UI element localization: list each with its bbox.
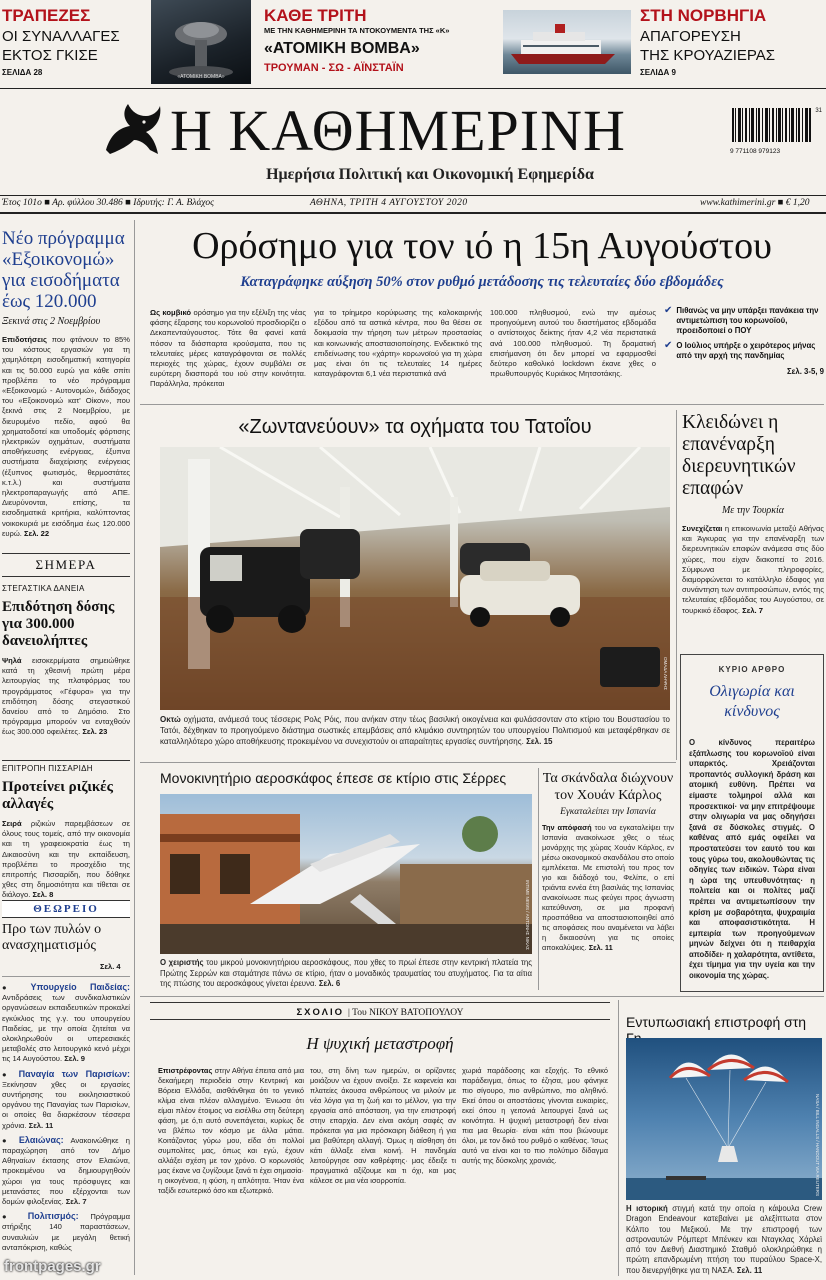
news-bullets <box>2 982 130 1277</box>
watermark: frontpages.gr <box>4 1258 101 1275</box>
turkey-sub: Με την Τουρκία <box>721 505 785 516</box>
comment-label: ΣΧΟΛΙΟ <box>296 1007 344 1018</box>
carlos-body: Την απόφασή του να εγκαταλείψει την Ισπανία ανακοίνωσε χθες ο τέως μονάρχης της χώρας Χουάν Κάρλος, εν μέσω οικονομικού σκανδάλου στο οποίο εμπλέκεται. Με επιστολή του προς τον γιο και διάδοχό του, Φελίπε, ο επί τριάντα εννέα έτη βασιλιάς της Ισπανίας ανακοίνωσε πως φεύγει προς άγνωστη κατεύθυνση, σε μια προφανή προσπάθεια να αποστασιοποιηθεί από τις αποφάσεις που αναμένεται να λάβει η δικαιοσύνη για τις οποίες αποκαλύψεις. Σελ. 11 <box>542 823 674 951</box>
teaser-center[interactable] <box>258 0 498 84</box>
teaser-right[interactable] <box>636 0 824 84</box>
dvd-cover-image <box>151 0 251 84</box>
tatoi-cars-photo <box>160 447 670 710</box>
left-lead-story[interactable] <box>2 228 130 539</box>
headline-col-3: 100.000 πληθυσμού, ενώ την αμέσως προηγούμενη αυτού του διαστήματος εβδομάδα ο αντίστοιχος δείκτης ήταν 4,2 νέα περιστατικά ανά 100.000 πληθυσμού. Τη δραματική επισήμανση ότι δεν μπορεί να εφαρμοσθεί δεύτερο καθολικό lockdown έκανε χθες ο πρωθυπουργός Κυριάκος Μητσοτάκης. <box>490 308 656 379</box>
today-label: ΣΗΜΕΡΑ <box>2 553 130 577</box>
pissarides-body: Σειρά ριζικών παρεμβάσεων σε όλους τους τομείς, από την οικονομία και τη γραφειοκρατία έως τη Δικαιοσύνη και την εκπαίδευση, προβλέπει το προσχέδιο της επιτροπής Πισσαρίδη, που δόθηκε χθες στη δημοσιότητα και τίθεται σε διάλογο. Σελ. 8 <box>2 819 130 900</box>
check-item: ✔ Ο Ιούλιος υπήρξε ο χειρότερος μήνας από την αρχή της πανδημίας <box>664 340 816 360</box>
tatoi-title[interactable]: «Ζωντανεύουν» τα οχήματα του Τατοΐου <box>238 416 592 438</box>
teaser-right-title: ΣΤΗ ΝΟΡΒΗΓΙΑ <box>640 6 767 25</box>
teaser-left[interactable] <box>0 0 150 84</box>
carlos-sub: Εγκαταλείπει την Ισπανία <box>560 807 656 817</box>
loans-tag: ΣΤΕΓΑΣΤΙΚΑ ΔΑΝΕΙΑ <box>2 584 85 593</box>
space-caption: Η ιστορική στιγμή κατά την οποία η κάψουλα Crew Dragon Endeavour κατεβαίνει με αλεξίπτωτα στον Κόλπο του Μεξικού. Με την επιστροφή των αστροναυτών Ρόμπερτ Μπένκεν και Νταγκλας Χάρλεϊ από τον Διεθνή Διαστημικό Σταθμό ολοκληρώθηκε η πρώτη επανδρωμένη πτήση του πυραύλου Space-X, που διενεργήθηκε για τη ΝΑΣΑ. Σελ. 11 <box>626 1204 822 1275</box>
dvd-label: «ΑΤΟΜΙΚΗ ΒΟΜΒΑ» <box>177 74 225 80</box>
teaser-center-feature: «ΑΤΟΜΙΚΗ ΒΟΜΒΑ» <box>264 40 420 57</box>
turkey-story[interactable] <box>682 412 824 616</box>
teaser-left-line2: ΕΚΤΟΣ ΓΚΙΣΕ <box>2 47 98 64</box>
main-headline-sub: Καταγράφηκε αύξηση 50% στον ρυθμό μετάδοσης τις τελευταίες δύο εβδομάδες <box>240 274 724 290</box>
barcode-number: 9 771108 979123 <box>730 148 781 155</box>
pissarides-title: Προτείνει ριζικές αλλαγές <box>2 779 113 812</box>
teaser-right-page: ΣΕΛΙΔΑ 9 <box>640 68 676 77</box>
bullet-item[interactable]: ● Υπουργείο Παιδείας: Αντιδράσεις των συνδικαλιστικών οργανώσεων εκπαιδευτικών προκαλεί εγκύκλιος της γ.γ. του υπουργείου Παιδείας, με την οποία ζητείται να ολοκληρωθούν οι υπερεσιακές μεταβολές στο λειτουργικό κενό μέχρι τις 14 Αυγούστου. Σελ. 9 <box>2 982 130 1064</box>
teaser-left-page: ΣΕΛΙΔΑ 28 <box>2 68 43 77</box>
comment-title[interactable]: Η ψυχική μεταστροφή <box>306 1034 454 1053</box>
griffin-logo-icon <box>100 100 164 158</box>
ship-icon <box>503 10 631 74</box>
turkey-body: Συνεχίζεται η επικοινωνία μεταξύ Αθήνας και Άγκυρας για την επανέναρξη των διερευνητικών επαφών ανάμεσα στις δύο χώρες, που είχαν διακοπεί το 2016. Σύμφωνα με πληροφορίες, διαμορφώνεται το κατάλληλο έδαφος για συνάντηση των αντιπροσώπων, εντός της τελευταίας εβδομάδας του Αυγούστου, σε τουρκικό έδαφος. Σελ. 7 <box>682 524 824 615</box>
comment-col-3: χωριά παράδοσης και εξοχής. Το εθνικό παράδειγμα, όπως το έζησα, μου φάνηκε πιο σίγουρο, πιο ανθρώπινο, πιο αληθινό. Εκεί όπου οι αποστάσεις γίνονται ευκαιρίες, εκεί όπου η γειτονιά λειτουργεί ξανά ως κοινότητα. Η ψυχική μεταστροφή δεν είναι πια μια θεωρία· είναι κάτι που βιώνουμε όλοι, με τον δικό του ρυθμό ο καθένας. Ίσως αυτό να είναι και το πιο πολύτιμο δίδαγμα αυτής της δύσκολης χρονιάς. <box>462 1066 608 1165</box>
space-photo-credit: NASA / BILL INGALLS / HANDOUT VIA REUTERS <box>815 1093 820 1196</box>
capsule-splashdown-photo <box>626 1038 822 1200</box>
bullet-item[interactable]: ● Πολιτισμός: Πρόγραμμα στήριξης 140 παραστάσεων, συναυλιών με μεγάλη θετική ανταπόκριση, καθώς <box>2 1211 130 1252</box>
website-price[interactable]: www.kathimerini.gr ■ € 1,20 <box>700 198 810 208</box>
barcode-icon <box>732 108 812 142</box>
barcode <box>732 108 822 148</box>
comment-header: ΣΧΟΛΙΟ | Του ΝΙΚΟΥ ΒΑΤΟΠΟΥΛΟΥ <box>150 1002 610 1020</box>
tatoi-caption: Οκτώ οχήματα, ανάμεσά τους τέσσερις Ρολς Ρόις, που ανήκαν στην τέως βασιλική οικογένεια και φυλάσσονταν στο κτίριο του Βουστασίου το Τατόι, δέχθηκαν το προηγούμενο διάστημα σωστικές επεμβάσεις από κλιμάκιο συντηρητών του υπουργείου Πολιτισμού και μεταφέρθηκαν σε καταλληλότερο χώρο αποθήκευσης προκειμένου να συνεχιστούν οι απαραίτητες εργασίες συντήρησης. Σελ. 15 <box>160 715 670 746</box>
turkey-title: Κλειδώνει η επανέναρξη διερευνητικών επαφών <box>682 412 796 499</box>
barcode-issue: 31 <box>815 108 822 114</box>
headline-col-1: Ως κομβικό ορόσημο για την εξέλιξη της νέας φάσης έξαρσης του κορωνοϊού προσδιορίζει ο Δεκαπενταύγουστος. Τότε θα φανεί κατά πόσον τα διάσπαρτα κρούσματα, που τις τελευταίες μέρες καταγράφονται σε πολλές περιοχές της χώρας, έχουν συμβάλει σε ευρύτερη διασπορά του ιού στην κοινότητα. Παράλληλα, πρόκειται <box>150 308 306 389</box>
check-item: ✔ Πιθανώς να μην υπάρξει πανάκεια την αντιμετώπιση του κορωνοϊού, προειδοποιεί ο ΠΟΥ <box>664 305 819 335</box>
bullet-item[interactable]: ● Ελαιώνας: Ανακοινώθηκε η παραχώρηση από τον Δήμο Αθηναίων έκτασης στον Ελαιώνα, προκειμένου να δημιουργηθούν χώροι για τους πρόσφυγες και μετανάστες που εξέρχονται των δομών φιλοξενίας. Σελ. 7 <box>2 1134 130 1207</box>
crashed-plane-illustration <box>160 794 532 954</box>
tatoi-photo-credit: ΟΜΑΔΑ ΛΗΨΗΣ <box>663 656 668 690</box>
editorial-title: Ολιγωρία και κίνδυνος <box>709 683 795 720</box>
comment-col-2: του, στη δίνη των ημερών, οι ορίζοντες μοιάζουν να έχουν ανοίξει. Σε καφενεία και πλατείες άκουσα ανθρώπους να μιλούν με νέα λόγια για τη ζωή και το μέλλον, για την εργασία από απόσταση, για την επιστροφή στην επαρχία. Δεν είναι ακόμη σαφές αν πρόκειται για μια πρόσκαιρη διάθεση ή για μια βαθύτερη αλλαγή. Όμως η αίσθηση ότι κάτι άλλαξε είναι κοινή. Η πανδημία λειτούργησε σαν καθρέφτης· μας έδειξε τι πραγματικά αξίζουμε και τι όχι, και μας κάλεσε σε μια νέα ισορροπία. <box>310 1066 456 1185</box>
main-headline-story[interactable] <box>140 222 824 291</box>
left-section-loans[interactable] <box>2 584 130 738</box>
headline-col-2: για το τρίημερο κορύφωσης της καλοκαιρινής εξόδου από τα αστικά κέντρα, που θα θέσει σε δοκιμασία την τήρηση των μέτρων προστασίας και κοινωνικής αποστασιοποίησης. Ενδεικτικό της επιδείνωσης του «χάρτη» κορωνοϊού για τη χώρα μας είναι ότι τις τελευταίες 14 ημέρες καταγράφονται 6,1 νέα περιστατικά ανά <box>314 308 482 379</box>
main-headline-title: Ορόσημο για τον ιό η 15η Αυγούστου <box>192 225 772 267</box>
comment-author: Του ΝΙΚΟΥ ΒΑΤΟΠΟΥΛΟΥ <box>352 1008 464 1018</box>
plane-photo-credit: INTIME NEWS / ΑΝΤΩΝΗΣ ΝΙΚΑΣ <box>525 880 530 950</box>
issue-date: ΑΘΗΝΑ, ΤΡΙΤΗ 4 ΑΥΓΟΥΣΤΟΥ 2020 <box>310 198 468 208</box>
plane-crash-photo <box>160 794 532 954</box>
issue-info: Έτος 101ο ■ Αρ. φύλλου 30.486 ■ Ιδρυτής: Γ. Α. Βλάχος <box>2 198 215 208</box>
left-section-pissarides[interactable] <box>2 760 130 901</box>
editorial-body: Ο κίνδυνος περαιτέρω εξάπλωσης του κορωνοϊού είναι υπαρκτός. Χρειάζονται προπαντός συλλογική δράση και ατομική ευθύνη. Πρέπει να είμαστε τολμηροί αλλά και προσεκτικοί· να μην επιτρέψουμε στην ολιγωρία να μας οδηγήσει ξανά σε δύσκολες στιγμές. Ο καθένας από εμάς οφείλει να προστατεύσει τον εαυτό του και τους γύρω του, ακολουθώντας τις οδηγίες των ειδικών. Τώρα είναι η ώρα της υπευθυνότητας· η πολιτεία και οι πολίτες μαζί πρέπει να αντιμετωπίσουν την κρίση με σοβαρότητα, ψυχραιμία και αποφασιστικότητα. Η εμπειρία των προηγούμενων μηνών δείχνει ότι η πειθαρχία αποδίδει· η χαλαρότητα, αντίθετα, έχει τίμημα για την υγεία και την οικονομία της χώρας. <box>689 738 815 981</box>
carlos-story[interactable] <box>542 770 674 951</box>
editorial-box[interactable] <box>680 654 824 992</box>
teaser-right-line1: ΑΠΑΓΟΡΕΥΣΗ <box>640 28 741 45</box>
teaser-left-title: ΤΡΑΠΕΖΕΣ <box>2 6 91 25</box>
plane-title[interactable]: Μονοκινητήριο αεροσκάφος έπεσε σε κτίριο στις Σέρρες <box>160 770 507 786</box>
parachutes-illustration <box>626 1038 822 1200</box>
teaser-right-line2: ΤΗΣ ΚΡΟΥΑΖΙΕΡΑΣ <box>640 47 776 64</box>
comment-col-1: Επιστρέφοντας στην Αθήνα έπειτα από μια δεκαήμερη περιοδεία στην Κεντρική και Βόρεια Ελλάδα, αισθάνθηκα ότι το γενικό κλίμα είναι πλέον αλλαγμένο. Ένιωσα ότι είμαι πλέον έτοιμος να εισέλθω στη δεύτερη φάση, με ό,τι αυτό συνεπάγεται, κυρίως δε να βλέπω τον κόσμο με άλλα μάτια. Κοιτάζοντας γύρω μου, είδα ότι πολλοί συμπολίτες μας, όπως και εγώ, έχουν αλλάξει σχέση με τον χρόνο. Ο κορωνοϊός μας έκανε να ζυγίζουμε ξανά τι έχει σημασία· η οικογένεια, η φύση, η απλότητα. Ήταν ένα ταξίδι εσωτερικό όσο και εξωτερικό. <box>158 1066 304 1195</box>
loans-body: Ψηλά εισοκερμίματα σημειώθηκε κατά τη χθεσινή πρώτη μέρα λειτουργίας της πλατφόρμας του προγράμματος «Γέφυρα» για την επιδότηση δόσης στεγαστικού δανείου από το Δημόσιο. Στο πρόγραμμα μπορούν να ενταχθούν έως 300.000 οφειλέτες. Σελ. 23 <box>2 656 130 737</box>
left-lead-sub: Ξεκινά στις 2 Νοεμβρίου <box>2 316 101 327</box>
loans-title: Επιδότηση δόσης για 300.000 δανειολήπτες <box>2 599 115 649</box>
garage-illustration <box>160 447 670 710</box>
masthead-title[interactable]: Η ΚΑΘΗΜΕΡΙΝΗ <box>170 98 626 163</box>
teaser-center-names: ΤΡΟΥΜΑΝ - ΣΩ - ΑΪΝΣΤΑΪΝ <box>264 62 404 74</box>
mushroom-cloud-icon <box>151 0 251 84</box>
cruise-ship-image <box>503 10 631 74</box>
teaser-left-line1: ΟΙ ΣΥΝΑΛΛΑΓΕΣ <box>2 28 120 45</box>
bullet-item[interactable]: ● Παναγία των Παρισίων: Ξεκίνησαν χθες οι εργασίες συντήρησης του εκκλησιαστικού οργάνου της Παναγίας των Παρισίων, οι οποίες θα διαρκέσουν τέσσερα χρόνια. Σελ. 11 <box>2 1068 130 1130</box>
teaser-center-title: ΚΑΘΕ ΤΡΙΤΗ <box>264 6 367 25</box>
check-pages: Σελ. 3-5, 9 <box>787 367 824 376</box>
left-lead-body: Επιδοτήσεις που φτάνουν το 85% του κόστους εργασιών για τη χαμηλότερη εισοδηματική κατηγορία και τις 50.000 ευρώ για κάθε σπίτι προβλέπει το νέο πρόγραμμα «Εξοικονομώ - Αυτονομώ», διάδοχος του «Εξοικονομώ κατ' Οίκον», που ξεκινά στις 2 Νοεμβρίου, με διευρυμένο πεδίο, αφού θα χρηματοδοτεί και υποδομές φόρτισης ηλεκτρικών οχημάτων, συστήματα αποθήκευσης ενέργειας, έξυπνα συστήματα διαχείρισης ενέργειας (έξυπνος φωτισμός, θερμοστάτες κ.τ.λ.) και συστήματα ηλεκτροπαραγωγής από ΑΠΕ. Διευρύνονται, επίσης, τα εισοδηματικά κριτήρια, καλύπτοντας νοικοκυριά με εισόδημα έως 120.000 ευρώ. Σελ. 22 <box>2 335 130 538</box>
theorio-label: ΘΕΩΡΕΙΟ <box>2 900 130 918</box>
checkmark-icon: ✔ <box>664 305 673 316</box>
plane-caption: Ο χειριστής του μικρού μονοκινητήριου αεροσκάφους, που χθες το πρωί έπεσε στην κεντρική πλατεία της Πρώτης Σερρών και σταμάτησε πάνω σε κτίριο, ήταν ο μοναδικός τραυματίας του ατυχήματος. Για τα αίτια της πτώσης του αεροσκάφους γίνεται έρευνα. Σελ. 6 <box>160 958 532 988</box>
carlos-title: Τα σκάνδαλα διώχνουν τον Χουάν Κάρλος <box>542 771 674 803</box>
checkmark-icon: ✔ <box>664 340 673 351</box>
left-lead-title: Νέο πρόγραμμα «Εξοικονομώ» για εισοδήματα έως 120.000 <box>2 228 125 312</box>
theorio-page: Σελ. 4 <box>100 962 121 971</box>
pissarides-tag: ΕΠΙΤΡΟΠΗ ΠΙΣΣΑΡΙΔΗ <box>2 760 130 773</box>
editorial-label: ΚΥΡΙΟ ΑΡΘΡΟ <box>718 665 786 674</box>
space-title[interactable]: Εντυπωσιακή επιστροφή στη <box>626 1014 807 1030</box>
headline-checklist <box>664 306 824 376</box>
masthead-subtitle: Ημερήσια Πολιτική και Οικονομική Εφημερίδα <box>266 166 594 183</box>
theorio-title[interactable]: Προ των πυλών ο ανασχηματισμός <box>2 922 102 953</box>
teaser-center-sub: ΜΕ ΤΗΝ ΚΑΘΗΜΕΡΙΝΗ ΤΑ ΝΤΟΚΟΥΜΕΝΤΑ ΤΗΣ «Κ» <box>264 26 450 35</box>
